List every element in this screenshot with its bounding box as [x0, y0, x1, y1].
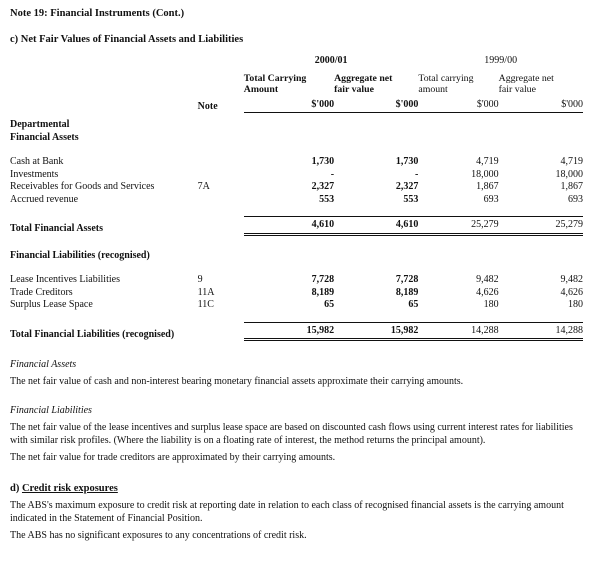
financial-assets-note-heading: Financial Assets: [10, 359, 77, 370]
cell-value: 9,482: [560, 274, 583, 285]
unit-label: $'000: [499, 96, 583, 114]
group-header-departmental: Departmental: [10, 119, 70, 130]
row-note: [198, 194, 244, 207]
row-label: Trade Creditors: [10, 286, 73, 298]
cell-value: 180: [568, 299, 583, 310]
column-header-row: [10, 73, 583, 96]
total-value: 25,279: [418, 216, 498, 236]
unit-label: $'000: [418, 96, 498, 114]
row-note: 11A: [197, 286, 215, 298]
table-row-trade-creditors: [10, 287, 583, 300]
cell-value: 7,728: [395, 274, 419, 285]
cell-value: 7,728: [311, 274, 335, 285]
row-label: Cash at Bank: [10, 156, 64, 167]
row-note: [198, 169, 244, 182]
cell-value: 693: [483, 193, 499, 205]
unit-label: $'000: [334, 96, 418, 114]
unit-label: $'000: [244, 96, 334, 114]
doc-title: Note 19: Financial Instruments (Cont.): [10, 8, 185, 19]
cell-value: 2,327: [395, 181, 419, 192]
table-row-cash-at-bank: [10, 156, 583, 169]
cell-value: 1,730: [311, 156, 335, 167]
cell-value: 9,482: [476, 274, 499, 285]
year-header-row: [10, 55, 583, 73]
row-note: 11C: [197, 299, 214, 310]
cell-value: 8,189: [311, 286, 335, 298]
cell-value: 1,730: [395, 156, 419, 167]
total-value: 14,288: [418, 322, 498, 342]
cell-value: -: [415, 168, 419, 180]
total-value: 25,279: [499, 216, 583, 236]
cell-value: -: [330, 168, 335, 180]
row-note: 9: [197, 274, 203, 285]
row-label: Investments: [10, 168, 59, 180]
row-label: Receivables for Goods and Services: [10, 181, 155, 192]
table-row-surplus-lease-space: [10, 299, 583, 312]
financial-liabilities-note-heading: Financial Liabilities: [10, 405, 92, 416]
cell-value: 1,867: [560, 181, 583, 192]
cell-value: 65: [408, 299, 419, 310]
financial-assets-note-text: The net fair value of cash and non-interest bearing monetary financial assets approximate their carrying amounts.: [10, 376, 464, 387]
cell-value: 693: [568, 193, 583, 205]
row-note: [198, 156, 244, 169]
year-header-2000-01: 2000/01: [314, 55, 348, 66]
units-row: [10, 96, 583, 114]
col-header-aggregate-net-1999: Aggregate net fair value: [498, 72, 554, 95]
liabilities-total-row: [10, 322, 583, 342]
cell-value: 65: [324, 299, 335, 310]
row-label: Accrued revenue: [10, 193, 79, 205]
credit-risk-text-2: The ABS has no significant exposures to any concentrations of credit risk.: [10, 530, 307, 541]
cell-value: 1,867: [476, 181, 499, 192]
cell-value: 4,626: [560, 286, 583, 298]
row-label: Total Financial Liabilities (recognised): [10, 328, 175, 340]
group-header-financial-assets: Financial Assets: [10, 131, 79, 143]
table-row-accrued-revenue: [10, 194, 583, 207]
cell-value: 18,000: [555, 168, 583, 180]
section-d-heading: d) Credit risk exposures: [10, 483, 118, 494]
total-value: 4,610: [334, 216, 418, 236]
note-column-header: Note: [197, 100, 218, 112]
cell-value: 4,626: [476, 286, 499, 298]
cell-value: 553: [403, 193, 419, 205]
table-row-investments: [10, 169, 583, 182]
group-header-financial-liabilities: Financial Liabilities (recognised): [10, 249, 150, 261]
col-header-aggregate-net-2000: Aggregate net fair value: [334, 72, 393, 95]
notes-section: [10, 358, 585, 542]
total-value: 14,288: [499, 322, 583, 342]
cell-value: 18,000: [471, 168, 499, 180]
total-value: 15,982: [334, 322, 418, 342]
year-header-1999-00: 1999/00: [484, 55, 518, 66]
table-row-lease-incentives: [10, 274, 583, 287]
row-label: Surplus Lease Space: [10, 299, 93, 310]
total-value: 4,610: [244, 216, 334, 236]
row-label: Lease Incentives Liabilities: [10, 274, 120, 285]
net-fair-values-table: [10, 55, 583, 341]
cell-value: 4,719: [560, 156, 583, 167]
row-label: Total Financial Assets: [10, 223, 103, 234]
financial-liabilities-note-text-2: The net fair value for trade creditors are approximated by their carrying amounts.: [10, 452, 336, 463]
section-c-heading: c) Net Fair Values of Financial Assets and Liabilities: [10, 34, 244, 45]
col-header-total-carrying-1999: Total carrying amount: [418, 72, 474, 95]
cell-value: 2,327: [311, 181, 335, 192]
cell-value: 8,189: [395, 286, 419, 298]
col-header-total-carrying-2000: Total Carrying Amount: [243, 72, 307, 95]
cell-value: 4,719: [476, 156, 499, 167]
total-value: 15,982: [244, 322, 334, 342]
credit-risk-text-1: The ABS's maximum exposure to credit risk at reporting date in relation to each class of recognised financial assets is the carrying amount indicated in the Statement of Financial Position.: [10, 500, 564, 524]
cell-value: 553: [319, 193, 335, 205]
assets-total-row: [10, 216, 583, 236]
table-row-receivables: [10, 181, 583, 194]
cell-value: 180: [483, 299, 499, 310]
row-note: 7A: [197, 181, 210, 192]
financial-liabilities-note-text-1: The net fair value of the lease incentives and surplus lease space are based on discounted cash flows using current interest rates for liabilities with similar risk profiles. (Where the liability is on a floating rate of interest, the method returns the principal amount).: [10, 422, 573, 446]
